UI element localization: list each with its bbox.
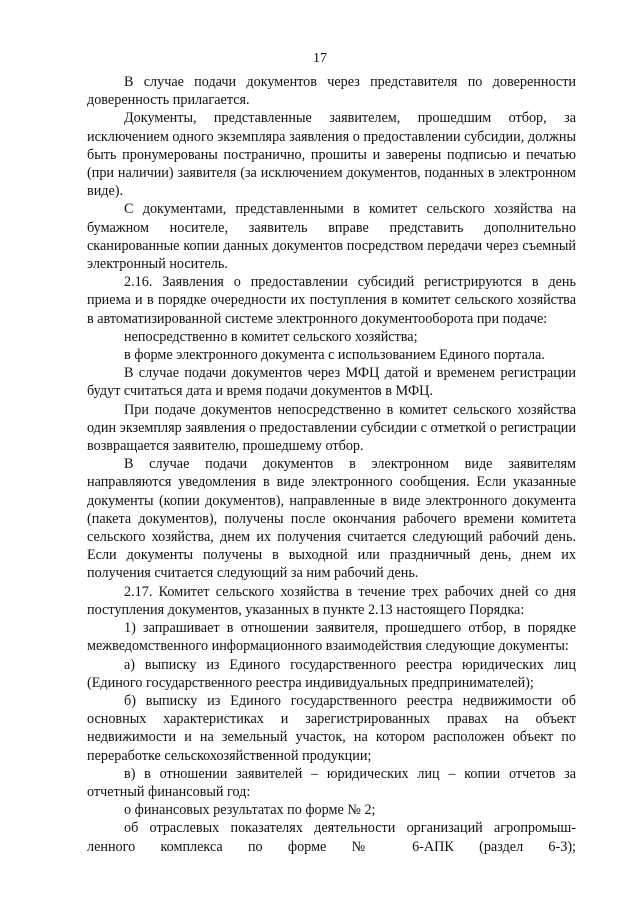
page-number: 17 [313,51,327,66]
paragraph-document-requirements: Документы, представленные заявителем, прошедшим отбор, за исключением одного экземпляра заявления о предоставлении субсидии, должны быть пронумерованы постранично, прошиты и заверены подписью и печатью (при наличии) заявителя (за исключением документов, поданных в электронном виде). [87,110,576,200]
paragraph-2-16: 2.16. Заявления о предоставлении субсидий регистрируются в день приема и в порядке очередности их поступления в комитет сельского хозяйства в автоматизированной системе электронного документооборота при подаче: [87,274,576,327]
paragraph-registration-mark: При подаче документов непосредственно в комитет сельского хозяйства один экземпляр заявления о предоставлении субсидии с отметкой о регистрации возвращается заявителю, прошедшему отбор. [87,401,576,455]
paragraph-direct-submission: непосредственно в комитет сельского хозяйства; [124,328,418,345]
paragraph-mfc: В случае подачи документов через МФЦ датой и временем регистрации будут считаться дата и время подачи документов в МФЦ. [87,365,576,400]
paragraph-electronic-notification: В случае подачи документов в электронном виде заявителям направляются уведомления в виде электронного сообщения. Если указанные документы (копии документов), направленные в виде электронного документа (пакета документов), получены после окончания рабочего времени комитета сельского хозяйства, днем их получения считается следующий рабочий день. Если документы получены в выходной или праздничный день, днем их получения считается следующий за ним рабочий день. [87,456,576,582]
paragraph-interagency-request: 1) запрашивает в отношении заявителя, прошедшего отбор, в порядке межведомственного информационного взаимодействия следующие документы: [87,620,576,655]
paragraph-2-17: 2.17. Комитет сельского хозяйства в течение трех рабочих дней со дня поступления документов, указанных в пункте 2.13 настоящего Порядка: [87,583,576,618]
paragraph-form-2: о финансовых результатах по форме № 2; [124,802,376,819]
paragraph-electronic-portal: в форме электронного документа с использованием Единого портала. [124,347,545,364]
paragraph-scanned-copies: С документами, представленными в комитет сельского хозяйства на бумажном носителе, заявитель вправе представить дополнительно сканированные копии данных документов посредством передачи через съемный электронный носитель. [87,201,576,273]
paragraph-item-a: а) выписку из Единого государственного реестра юридических лиц (Единого государственного реестра индивидуальных предпринимателей); [87,656,576,691]
paragraph-item-b: б) выписку из Единого государственного реестра недвижимости об основных характеристиках и зарегистрированных правах на объект недвижимости и на земельный участок, на котором расположен объект по переработке сельскохозяйственной продукции; [87,692,576,764]
document-body [87,73,576,856]
paragraph-item-v: в) в отношении заявителей – юридических лиц – копии отчетов за отчетный финансовый год: [87,765,576,800]
paragraph-form-6-apk: об отраслевых показателях деятельности организаций агропромышленного комплекса по форме № 6-АПК (раздел 6-3); [87,820,576,855]
paragraph-power-of-attorney: В случае подачи документов через представителя по доверенности доверенность прилагается. [87,74,576,109]
